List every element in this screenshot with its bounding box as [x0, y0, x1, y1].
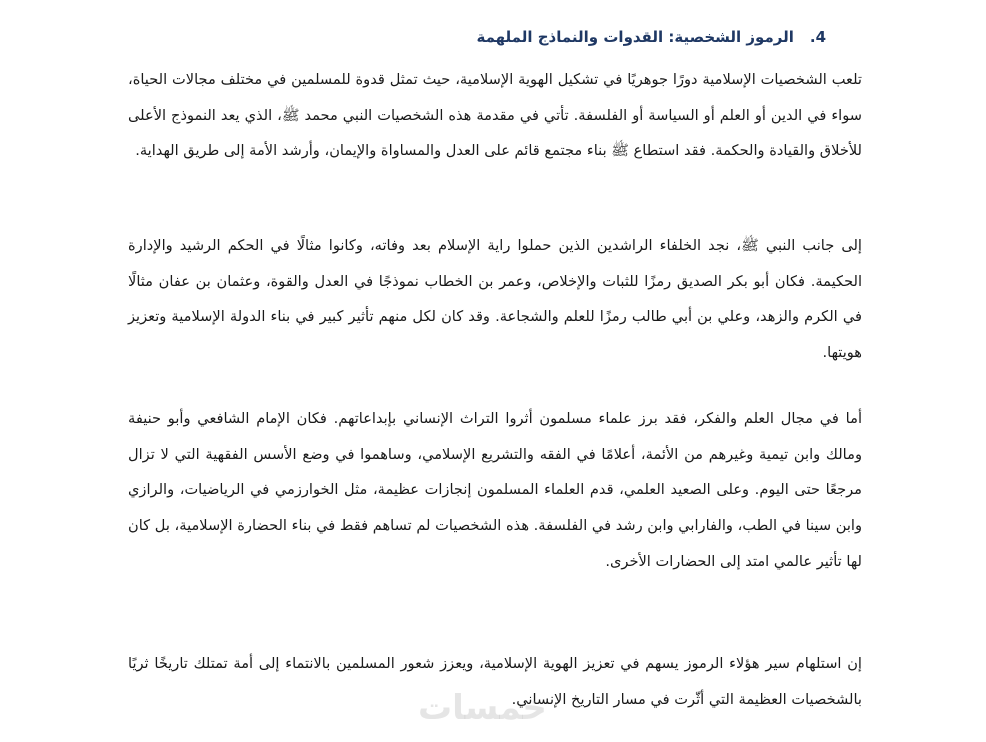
paragraph-scholars: أما في مجال العلم والفكر، فقد برز علماء مسلمون أثروا التراث الإنساني بإبداعاتهم. فكان الإمام الشافعي وأبو حنيفة ومالك وابن تيمية وغيرهم من الأئمة، أعلامًا في الفقه والتشريع الإسلامي، وساهموا في وضع الأسس الفقهية التي لا تزال مرجعًا حتى اليوم. وعلى الصعيد العلمي، قدم العلماء المسلمون إنجازات عظيمة، مثل الخوارزمي في الرياضيات، والرازي وابن سينا في الطب، والفارابي وابن رشد في الفلسفة. هذه الشخصيات لم تساهم فقط في بناء الحضارة الإسلامية، بل كان لها تأثير عالمي امتد إلى الحضارات الأخرى. [128, 410, 862, 570]
watermark-logo: خمسات [418, 688, 547, 728]
paragraph-intro: تلعب الشخصيات الإسلامية دورًا جوهريًا في تشكيل الهوية الإسلامية، حيث تمثل قدوة للمسلمين في مختلف مجالات الحياة، سواء في الدين أو العلم أو السياسة أو الفلسفة. تأتي في مقدمة هذه الشخصيات النبي محمد ﷺ، الذي يعد النموذج الأعلى للأخلاق والقيادة والحكمة. فقد استطاع ﷺ بناء مجتمع قائم على العدل والمساواة والإيمان، وأرشد الأمة إلى طريق الهداية. [128, 71, 862, 160]
section-heading [476, 28, 826, 46]
section-number: 4. [809, 28, 826, 46]
section-title: الرموز الشخصية: القدوات والنماذج الملهمة [476, 28, 794, 46]
paragraph-caliphs: إلى جانب النبي ﷺ، نجد الخلفاء الراشدين الذين حملوا راية الإسلام بعد وفاته، وكانوا مثالًا في الحكم الرشيد والإدارة الحكيمة. فكان أبو بكر الصديق رمزًا للثبات والإخلاص، وعمر بن الخطاب نموذجًا في العدل والقوة، وعثمان بن عفان مثالًا في الكرم والزهد، وعلي بن أبي طالب رمزًا للعلم والشجاعة. وقد كان لكل منهم تأثير كبير في بناء الدولة الإسلامية وتعزيز هويتها. [128, 237, 862, 362]
paragraph-conclusion: إن استلهام سير هؤلاء الرموز يسهم في تعزيز الهوية الإسلامية، ويعزز شعور المسلمين بالانتماء إلى أمة تمتلك تاريخًا ثريًا بالشخصيات العظيمة التي أثّرت في مسار التاريخ الإنساني. [128, 655, 862, 708]
